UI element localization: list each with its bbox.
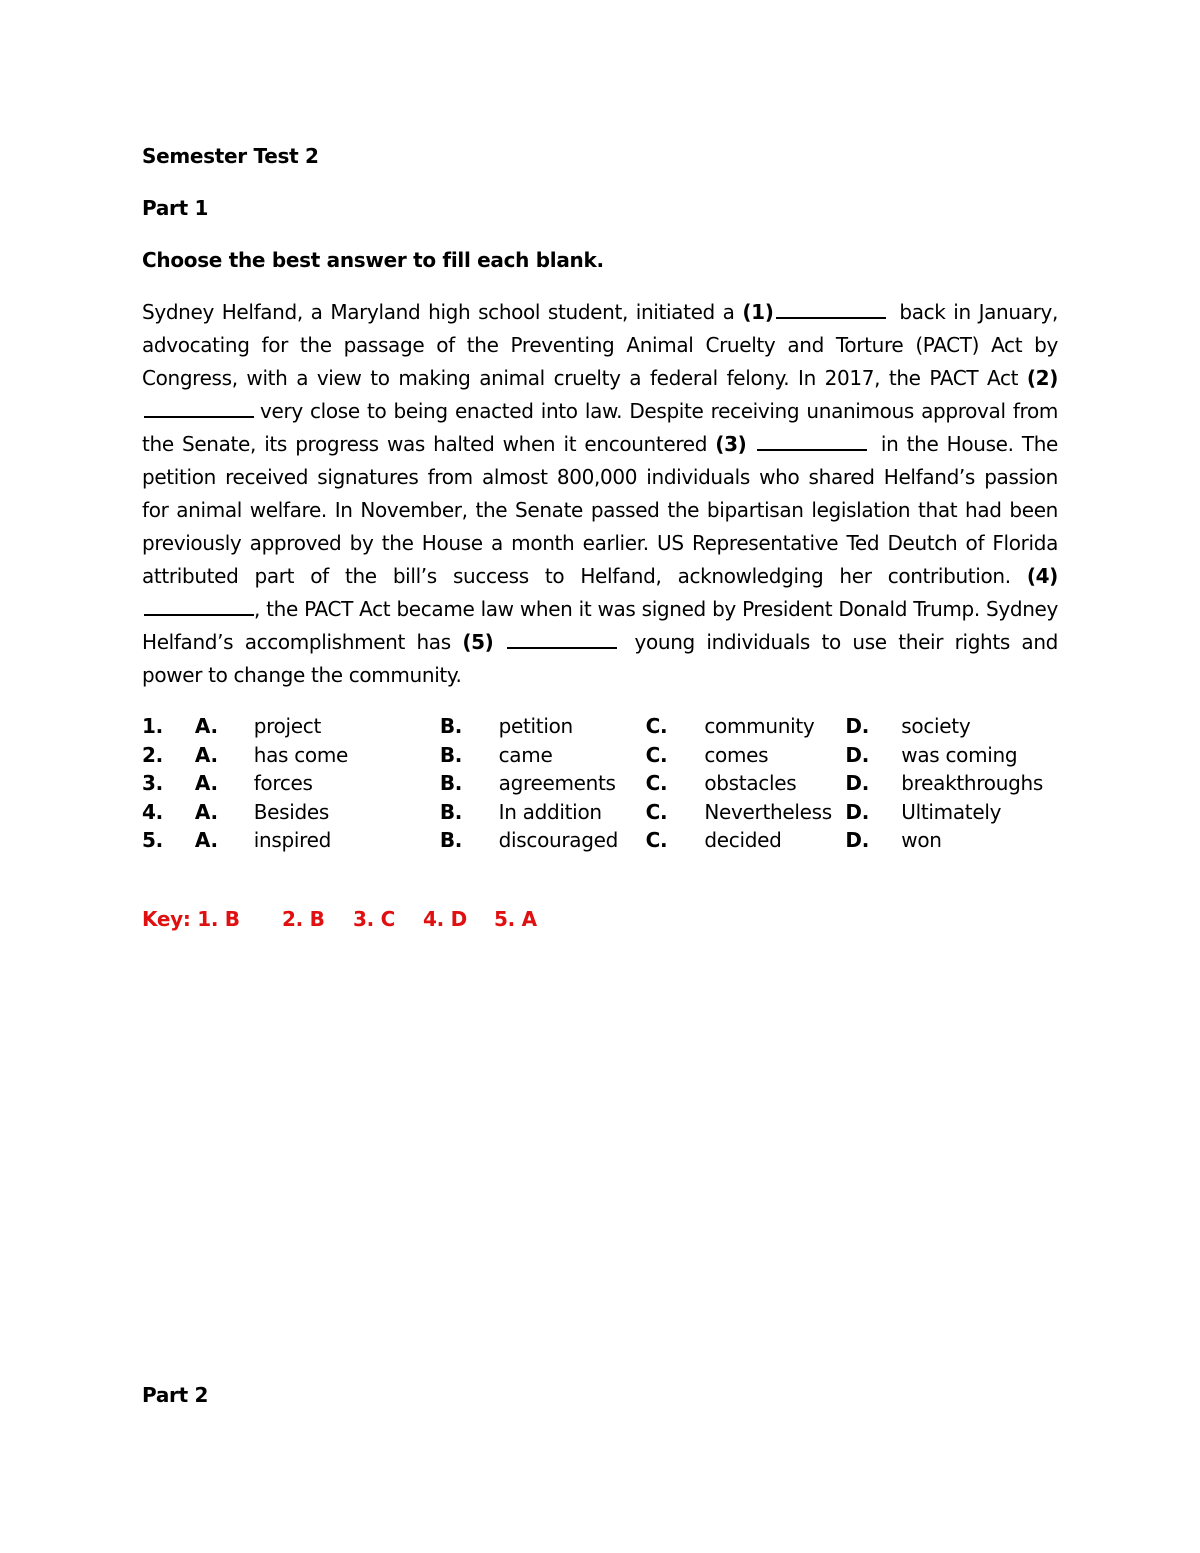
option-letter-a: A.: [194, 742, 218, 767]
passage-text: , the PACT Act became law when it was signed by President Donald Trump. Sydney Helfand’s accomplishment has: [142, 597, 1058, 654]
option-b: petition: [498, 714, 573, 739]
passage-text: back in January, advocating for the passage of the Preventing Animal Cruelty and Torture (PACT) Act by Congress, with a view to making animal cruelty a federal felony. In 2017, the PACT Act: [142, 300, 1058, 390]
blank-number-2: (2): [1026, 366, 1058, 390]
blank-number-5: (5): [462, 630, 494, 654]
option-letter-a: A.: [194, 799, 218, 824]
passage-text: Sydney Helfand, a Maryland high school student, initiated a: [142, 300, 735, 324]
option-c: community: [704, 714, 815, 739]
option-c: obstacles: [704, 771, 797, 796]
answer-key: [142, 907, 1058, 931]
part1-heading: Part 1: [142, 196, 209, 220]
blank-2: [144, 399, 254, 418]
option-d: was coming: [901, 742, 1018, 767]
cloze-passage: [142, 296, 1058, 692]
option-c: comes: [704, 742, 769, 767]
option-row: [142, 798, 1058, 827]
option-letter-c: C.: [645, 771, 668, 796]
answer-key-item: 2. B: [282, 906, 325, 931]
question-number: 5.: [142, 828, 163, 853]
option-letter-b: B.: [439, 799, 463, 824]
option-letter-d: D.: [845, 828, 870, 853]
question-number: 2.: [142, 742, 163, 767]
instruction-text: Choose the best answer to fill each blank.: [142, 248, 604, 272]
blank-5: [507, 630, 617, 649]
option-letter-d: D.: [845, 714, 870, 739]
option-letter-c: C.: [645, 799, 668, 824]
option-c: decided: [704, 828, 782, 853]
document-page: [142, 140, 1058, 931]
option-letter-c: C.: [645, 742, 668, 767]
blank-number-4: (4): [1026, 564, 1058, 588]
option-b: came: [498, 742, 553, 767]
option-letter-b: B.: [439, 771, 463, 796]
part2-heading: Part 2: [142, 1383, 209, 1407]
answer-key-item: 4. D: [423, 906, 467, 931]
option-a: Besides: [253, 799, 330, 824]
option-b: In addition: [498, 799, 602, 824]
option-letter-a: A.: [194, 771, 218, 796]
blank-number-3: (3): [715, 432, 747, 456]
passage-text: in the House. The petition received signatures from almost 800,000 individuals who shared Helfand’s passion for animal welfare. In November, the Senate passed the bipartisan legislation that had been previously approved by the House a month earlier. US Representative Ted Deutch of Florida attributed part of the bill’s success to Helfand, acknowledging her contribution.: [142, 432, 1058, 588]
option-b: agreements: [498, 771, 616, 796]
option-letter-d: D.: [845, 742, 870, 767]
blank-4: [144, 597, 254, 616]
option-letter-d: D.: [845, 799, 870, 824]
option-row: [142, 769, 1058, 798]
question-number: 3.: [142, 771, 163, 796]
blank-1: [776, 300, 886, 319]
option-c: Nevertheless: [704, 799, 832, 824]
blank-number-1: (1): [742, 300, 774, 324]
option-b: discouraged: [498, 828, 619, 853]
option-a: inspired: [253, 828, 331, 853]
answer-key-item: Key: 1. B: [142, 906, 240, 931]
document-title: Semester Test 2: [142, 144, 319, 168]
question-number: 1.: [142, 714, 163, 739]
passage-text: young individuals to use their rights and power to change the community.: [142, 630, 1059, 687]
answer-key-item: 3. C: [353, 906, 395, 931]
option-d: breakthroughs: [901, 771, 1043, 796]
option-letter-b: B.: [439, 828, 463, 853]
option-letter-a: A.: [194, 714, 218, 739]
option-row: [142, 826, 1058, 855]
option-a: project: [253, 714, 322, 739]
option-a: has come: [253, 742, 349, 767]
answer-key-item: 5. A: [494, 906, 537, 931]
option-row: [142, 741, 1058, 770]
option-letter-a: A.: [194, 828, 218, 853]
option-d: Ultimately: [901, 799, 1002, 824]
passage-text: very close to being enacted into law. Despite receiving unanimous approval from the Senate, its progress was halted when it encountered: [142, 399, 1058, 456]
option-row: [142, 712, 1058, 741]
option-letter-d: D.: [845, 771, 870, 796]
option-letter-c: C.: [645, 714, 668, 739]
option-d: society: [901, 714, 971, 739]
option-d: won: [901, 828, 942, 853]
question-number: 4.: [142, 799, 163, 824]
option-letter-b: B.: [439, 742, 463, 767]
answer-options: [142, 712, 1058, 855]
option-a: forces: [253, 771, 313, 796]
option-letter-b: B.: [439, 714, 463, 739]
option-letter-c: C.: [645, 828, 668, 853]
blank-3: [757, 432, 867, 451]
